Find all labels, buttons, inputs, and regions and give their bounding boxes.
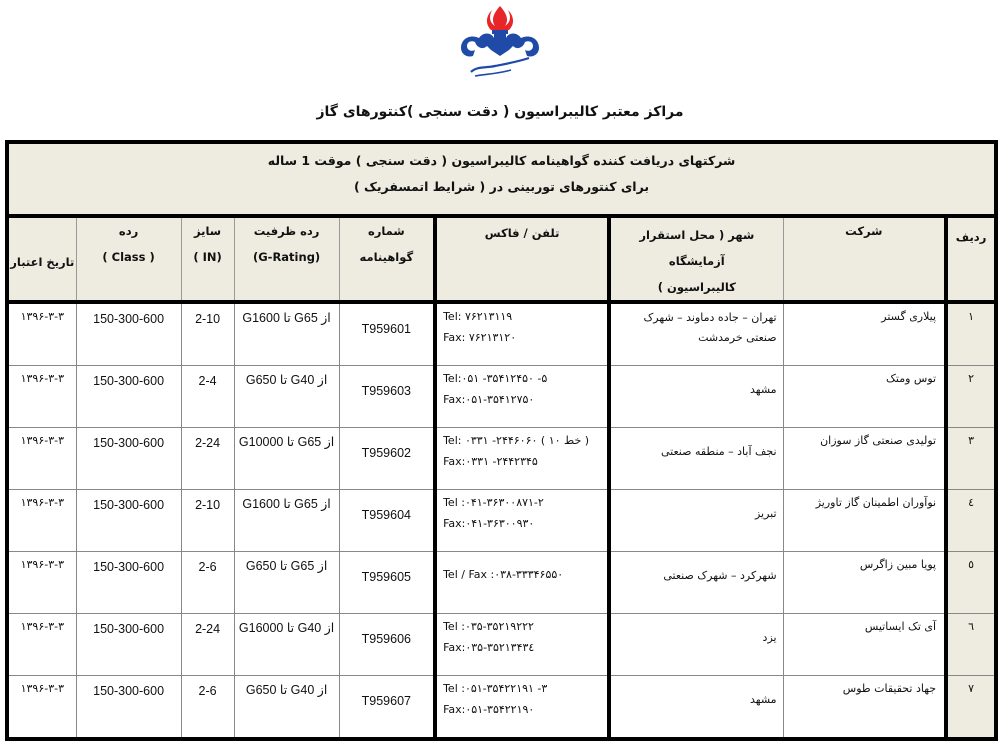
- cell-class: 150-300-600: [76, 302, 181, 366]
- cell-g-rating: از G40 تا G650: [234, 366, 339, 428]
- col-header-class: [76, 216, 181, 302]
- cell-cert-number: T959602: [339, 428, 435, 490]
- column-header-row: [7, 216, 996, 302]
- banner-cell: [7, 142, 996, 216]
- company-logo: [437, 2, 563, 82]
- col-header-size-line2: (IN ): [193, 250, 222, 264]
- cell-city: مشهد: [609, 676, 783, 740]
- table-row: [7, 428, 996, 490]
- cell-class: 150-300-600: [76, 614, 181, 676]
- cell-size: 2-24: [181, 614, 234, 676]
- cell-company: توس ومتک: [783, 366, 946, 428]
- cell-company: تولیدی صنعتی گاز سوزان: [783, 428, 946, 490]
- fax-line: Fax:۰۵۱-۳۵۴۲۲۱۹۰: [443, 703, 535, 716]
- col-header-city: [609, 216, 783, 302]
- cell-company: نوآوران اطمینان گاز تاوریژ: [783, 490, 946, 552]
- cell-g-rating: از G40 تا G650: [234, 676, 339, 740]
- cell-g-rating: از G65 تا G1600: [234, 490, 339, 552]
- fax-line: Fax:۰۵۱-۳۵۴۱۲۷۵۰: [443, 393, 535, 406]
- cell-validity-date: ۱۳۹۶-۳-۳: [7, 366, 76, 428]
- cell-radif: ٤: [946, 490, 996, 552]
- cell-radif: ٦: [946, 614, 996, 676]
- tel-line: Tel :۰۳۵-۳۵۲۱۹۲۲۲: [443, 620, 534, 633]
- calibration-centers-table-wrap: [5, 140, 994, 741]
- fax-line: Fax:۰۴۱-۳۶۳۰۰۹۳۰: [443, 517, 535, 530]
- gas-flame-logo-icon: [437, 2, 563, 82]
- tel-line: Tel :۰۴۱-۳۶۳۰۰۸۷۱-۲: [443, 496, 544, 509]
- cell-size: 2-10: [181, 302, 234, 366]
- cell-company: جهاد تحقیقات طوس: [783, 676, 946, 740]
- tel-line: Tel / Fax :۰۳۸-۳۳۳۴۶۵۵۰: [443, 568, 564, 581]
- cell-class: 150-300-600: [76, 366, 181, 428]
- banner-line-2: برای کنتورهای توربینی در ( شرایط اتمسفریک ): [353, 179, 650, 194]
- cell-city: تهران – جاده دماوند – شهرک صنعتی خرمدشت: [609, 302, 783, 366]
- table-row: [7, 676, 996, 740]
- cell-cert-number: T959607: [339, 676, 435, 740]
- cell-g-rating: از G65 تا G650: [234, 552, 339, 614]
- cell-city: نجف آباد – منطقه صنعتی: [609, 428, 783, 490]
- cell-class: 150-300-600: [76, 428, 181, 490]
- tel-line: Tel: ۰۳۳۱ -۲۴۴۶۰۶۰ ( ۱۰ خط ): [443, 434, 590, 447]
- col-header-city-line2: کالیبراسیون ): [657, 280, 736, 294]
- fax-line: Fax:۰۳۳۱ -۲۴۴۲۳۴۵: [443, 455, 538, 468]
- cell-class: 150-300-600: [76, 490, 181, 552]
- col-header-city-line1: شهر ( محل استقرار آزمایشگاه: [639, 228, 755, 268]
- table-body: [7, 302, 996, 739]
- cell-tel-fax: [435, 366, 609, 428]
- cell-radif: ۱: [946, 302, 996, 366]
- cell-cert-number: T959606: [339, 614, 435, 676]
- cell-g-rating: از G40 تا G16000: [234, 614, 339, 676]
- cell-city: مشهد: [609, 366, 783, 428]
- cell-validity-date: ۱۳۹۶-۳-۳: [7, 302, 76, 366]
- tel-line: Tel:۰۵۱ -۳۵۴۱۲۴۵۰ -۵: [443, 372, 548, 385]
- cell-cert-number: T959603: [339, 366, 435, 428]
- table-banner: [7, 142, 996, 216]
- cell-radif: ۳: [946, 428, 996, 490]
- cell-cert-number: T959605: [339, 552, 435, 614]
- cell-cert-number: T959601: [339, 302, 435, 366]
- cell-cert-number: T959604: [339, 490, 435, 552]
- col-header-class-line1: رده: [118, 224, 139, 238]
- cell-validity-date: ۱۳۹۶-۳-۳: [7, 490, 76, 552]
- cell-radif: ۲: [946, 366, 996, 428]
- cell-company: پیلاری گستر: [783, 302, 946, 366]
- cell-radif: ۷: [946, 676, 996, 740]
- calibration-centers-table: [5, 140, 998, 741]
- col-header-date: تاریخ اعتبار: [7, 216, 76, 302]
- cell-company: پویا مبین زاگرس: [783, 552, 946, 614]
- cell-size: 2-24: [181, 428, 234, 490]
- table-row: [7, 366, 996, 428]
- cell-city: یزد: [609, 614, 783, 676]
- cell-tel-fax: [435, 428, 609, 490]
- table-row: [7, 614, 996, 676]
- cell-city: تبریز: [609, 490, 783, 552]
- cell-class: 150-300-600: [76, 676, 181, 740]
- table-row: [7, 490, 996, 552]
- table-row: [7, 302, 996, 366]
- banner-line-1: شرکتهای دریافت کننده گواهینامه کالیبراسیون ( دقت سنجی ) موقت 1 ساله: [267, 153, 736, 168]
- cell-size: 2-6: [181, 552, 234, 614]
- col-header-tel: تلفن / فاکس: [435, 216, 609, 302]
- col-header-class-line2: ( Class ): [102, 250, 155, 264]
- cell-city: شهرکرد – شهرک صنعتی: [609, 552, 783, 614]
- cell-class: 150-300-600: [76, 552, 181, 614]
- cell-size: 2-6: [181, 676, 234, 740]
- fax-line: Fax: ۷۶۲۱۳۱۲۰: [443, 331, 517, 344]
- cell-g-rating: از G65 تا G10000: [234, 428, 339, 490]
- col-header-cert: شماره گواهینامه: [339, 216, 435, 302]
- tel-line: Tel :۰۵۱-۳۵۴۲۲۱۹۱ -۳: [443, 682, 548, 695]
- tel-line: Tel: ۷۶۲۱۳۱۱۹: [443, 310, 513, 323]
- cell-radif: ٥: [946, 552, 996, 614]
- cell-tel-fax: [435, 302, 609, 366]
- col-header-radif: ردیف: [946, 216, 996, 302]
- cell-validity-date: ۱۳۹۶-۳-۳: [7, 428, 76, 490]
- cell-tel-fax: [435, 676, 609, 740]
- col-header-rating-line1: رده ظرفیت: [253, 224, 320, 238]
- cell-tel-fax: [435, 552, 609, 614]
- col-header-rating-line2: (G-Rating): [252, 250, 321, 264]
- page-title: مراکز معتبر کالیبراسیون ( دقت سنجی )کنتورهای گاز: [316, 104, 684, 120]
- cell-size: 2-4: [181, 366, 234, 428]
- col-header-size: [181, 216, 234, 302]
- cell-validity-date: ۱۳۹۶-۳-۳: [7, 552, 76, 614]
- fax-line: Fax:۰۳۵-۳۵۲۱۳۴۳٤: [443, 641, 535, 654]
- cell-company: آی تک ایساتیس: [783, 614, 946, 676]
- cell-tel-fax: [435, 614, 609, 676]
- cell-g-rating: از G65 تا G1600: [234, 302, 339, 366]
- cell-size: 2-10: [181, 490, 234, 552]
- cell-validity-date: ۱۳۹۶-۳-۳: [7, 676, 76, 740]
- col-header-company: شرکت: [783, 216, 946, 302]
- col-header-rating: [234, 216, 339, 302]
- table-row: [7, 552, 996, 614]
- cell-validity-date: ۱۳۹۶-۳-۳: [7, 614, 76, 676]
- cell-tel-fax: [435, 490, 609, 552]
- col-header-size-line1: سایز: [194, 224, 222, 238]
